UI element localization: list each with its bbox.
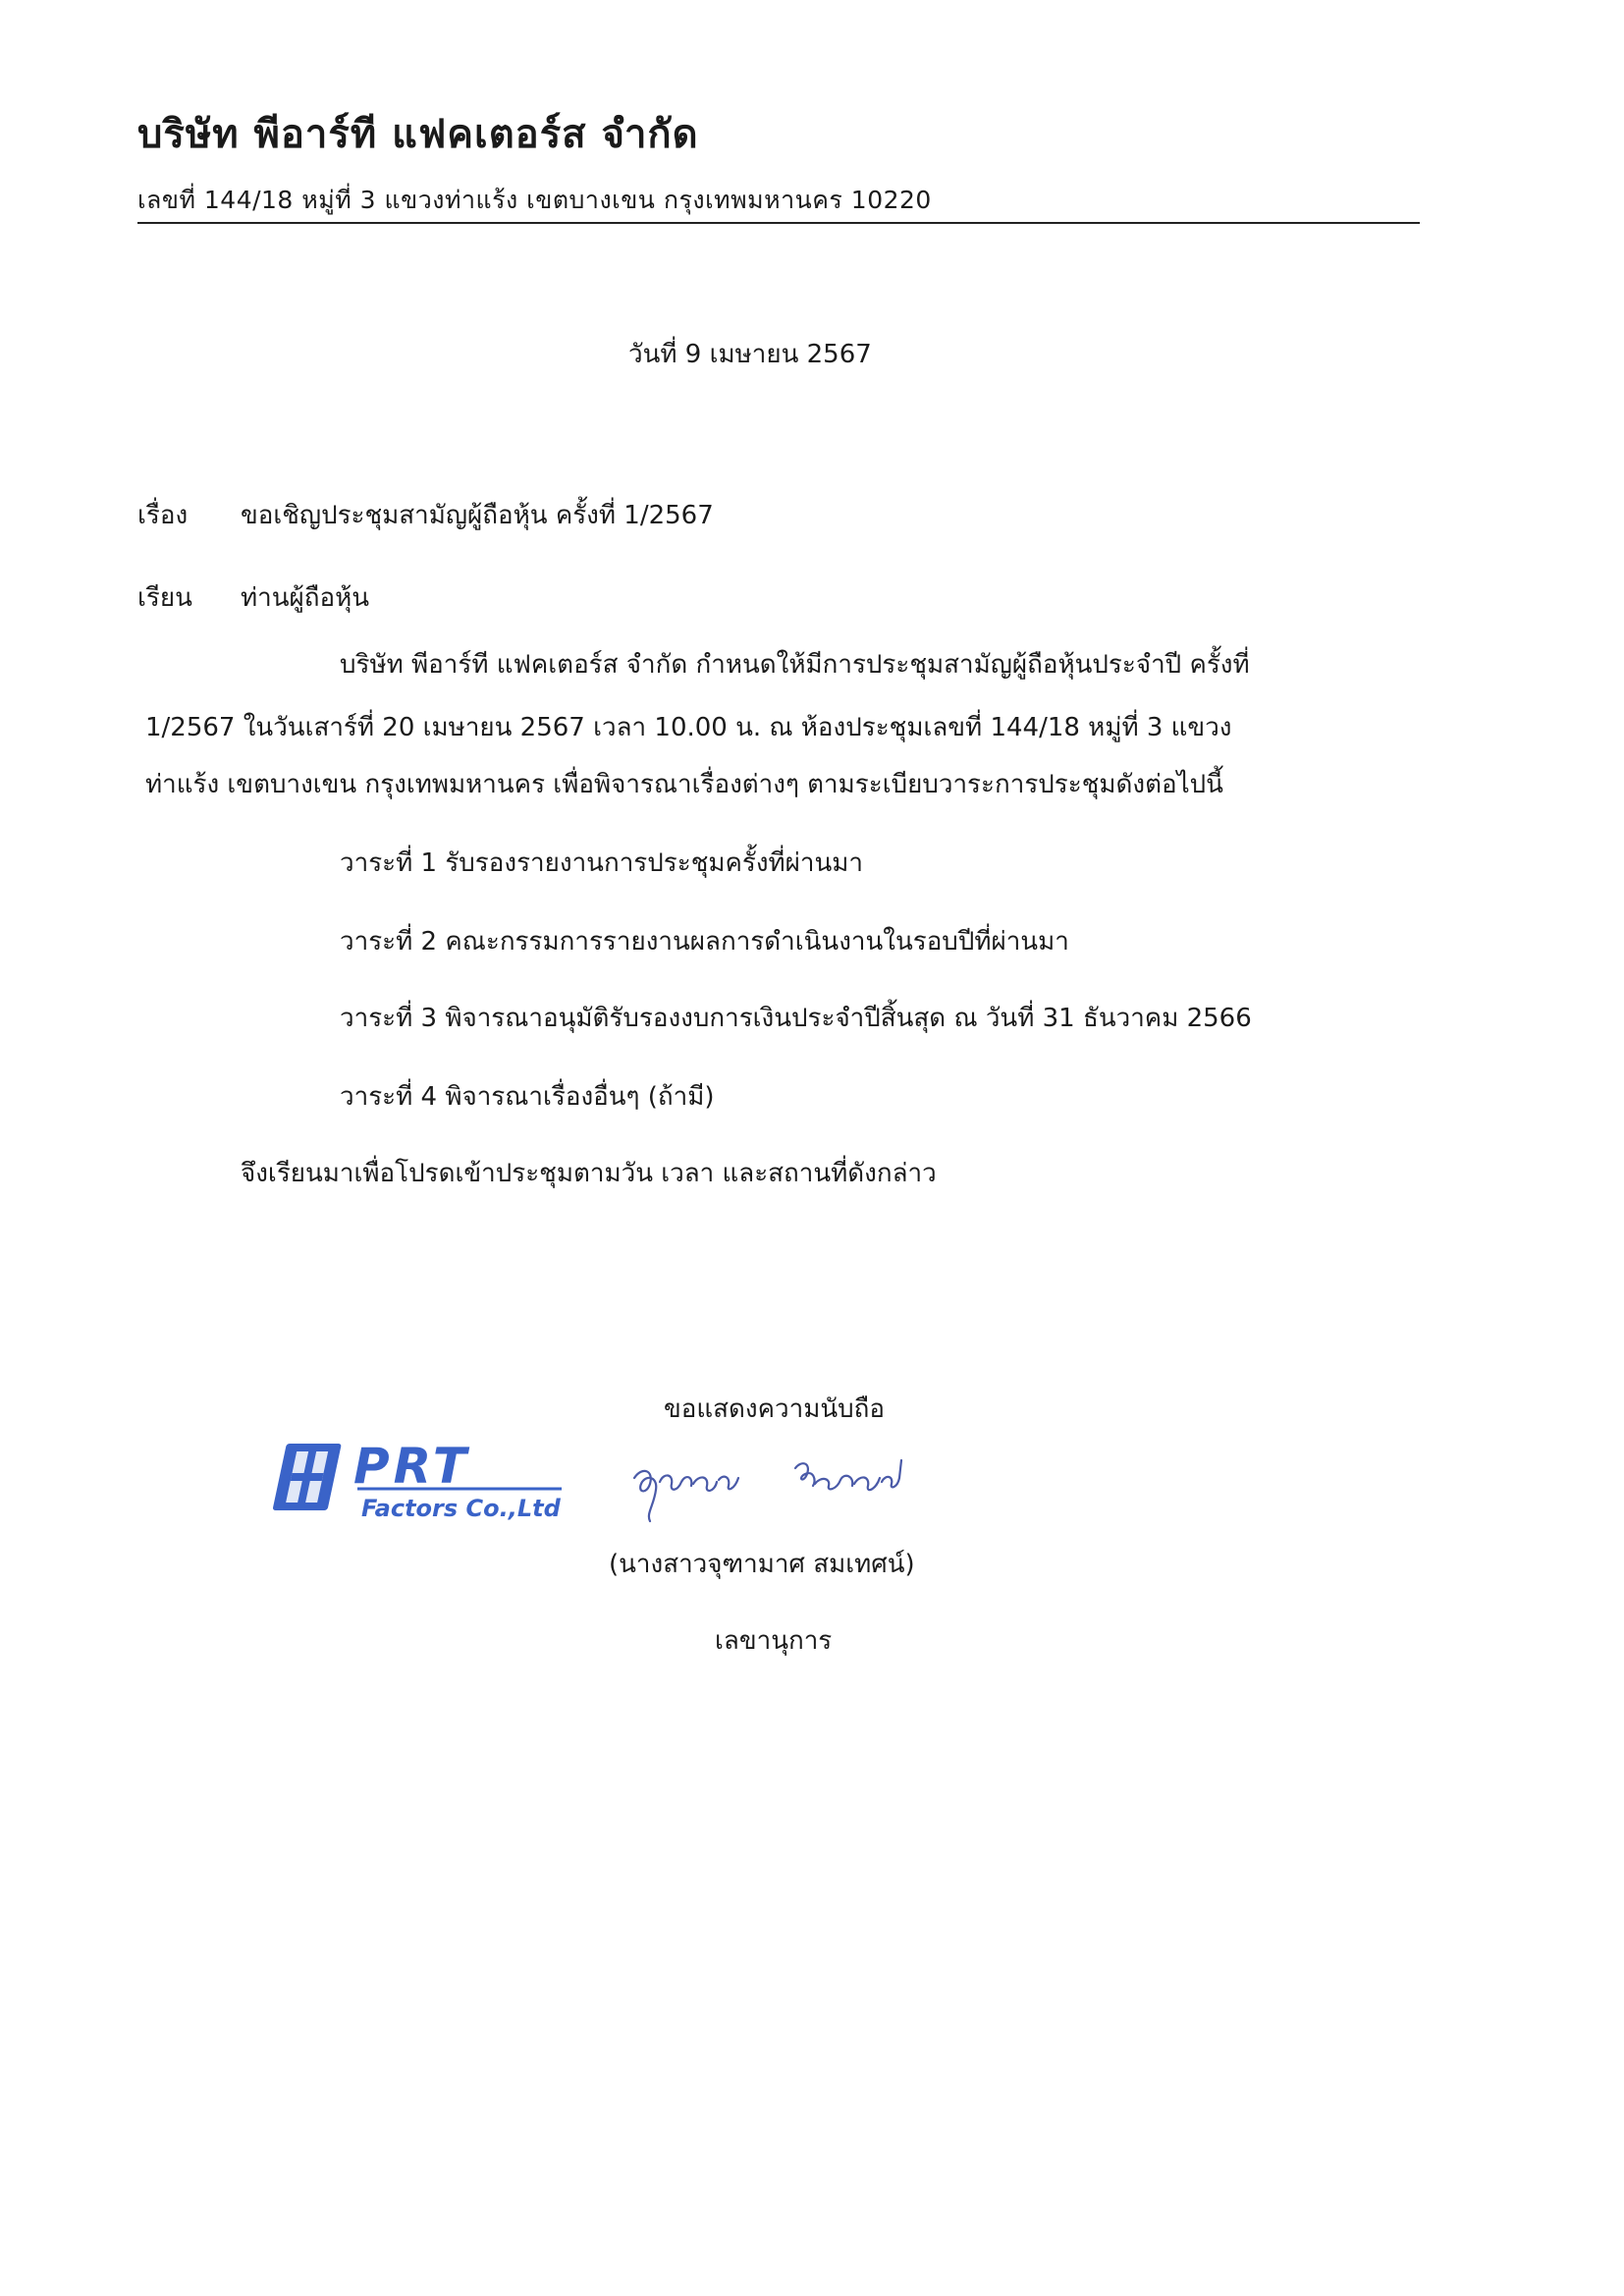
stamp-logo-text: PRT bbox=[353, 1438, 471, 1495]
company-stamp-logo bbox=[267, 1434, 591, 1532]
handwritten-signature bbox=[628, 1449, 952, 1527]
signer-name: (นางสาวจุฑามาศ สมเทศน์) bbox=[609, 1550, 915, 1579]
body-paragraph-line-3: ท่าแร้ง เขตบางเขน กรุงเทพมหานคร เพื่อพิจารณาเรื่องต่างๆ ตามระเบียบวาระการประชุมดังต่อไปนี้ bbox=[145, 770, 1223, 799]
subject-label: เรื่อง bbox=[137, 501, 189, 530]
signer-title: เลขานุการ bbox=[715, 1626, 833, 1656]
company-name: บริษัท พีอาร์ที แฟคเตอร์ส จำกัด bbox=[137, 112, 699, 157]
letter-date: วันที่ 9 เมษายน 2567 bbox=[628, 340, 872, 369]
agenda-item-3: วาระที่ 3 พิจารณาอนุมัติรับรองงบการเงินประจำปีสิ้นสุด ณ วันที่ 31 ธันวาคม 2566 bbox=[340, 1004, 1252, 1033]
agenda-item-1: วาระที่ 1 รับรองรายงานการประชุมครั้งที่ผ่านมา bbox=[340, 848, 864, 878]
body-paragraph-line-1: บริษัท พีอาร์ที แฟคเตอร์ส จำกัด กำหนดให้มีการประชุมสามัญผู้ถือหุ้นประจำปี ครั้งที่ bbox=[340, 650, 1250, 680]
header-divider bbox=[137, 222, 1420, 224]
stamp-sub-text: Factors Co.,Ltd bbox=[361, 1495, 561, 1522]
recipient-text: ท่านผู้ถือหุ้น bbox=[241, 583, 370, 613]
body-paragraph-line-2: 1/2567 ในวันเสาร์ที่ 20 เมษายน 2567 เวลา 10.00 น. ณ ห้องประชุมเลขที่ 144/18 หมู่ที่ 3 แขวง bbox=[145, 713, 1232, 742]
agenda-item-4: วาระที่ 4 พิจารณาเรื่องอื่นๆ (ถ้ามี) bbox=[340, 1082, 715, 1112]
closing-sentence: จึงเรียนมาเพื่อโปรดเข้าประชุมตามวัน เวลา และสถานที่ดังกล่าว bbox=[241, 1159, 937, 1188]
agenda-item-2: วาระที่ 2 คณะกรรมการรายงานผลการดำเนินงานในรอบปีที่ผ่านมา bbox=[340, 927, 1069, 957]
recipient-label: เรียน bbox=[137, 583, 192, 613]
subject-text: ขอเชิญประชุมสามัญผู้ถือหุ้น ครั้งที่ 1/2567 bbox=[241, 501, 714, 530]
regards-text: ขอแสดงความนับถือ bbox=[664, 1394, 885, 1424]
company-address: เลขที่ 144/18 หมู่ที่ 3 แขวงท่าแร้ง เขตบางเขน กรุงเทพมหานคร 10220 bbox=[137, 186, 932, 214]
